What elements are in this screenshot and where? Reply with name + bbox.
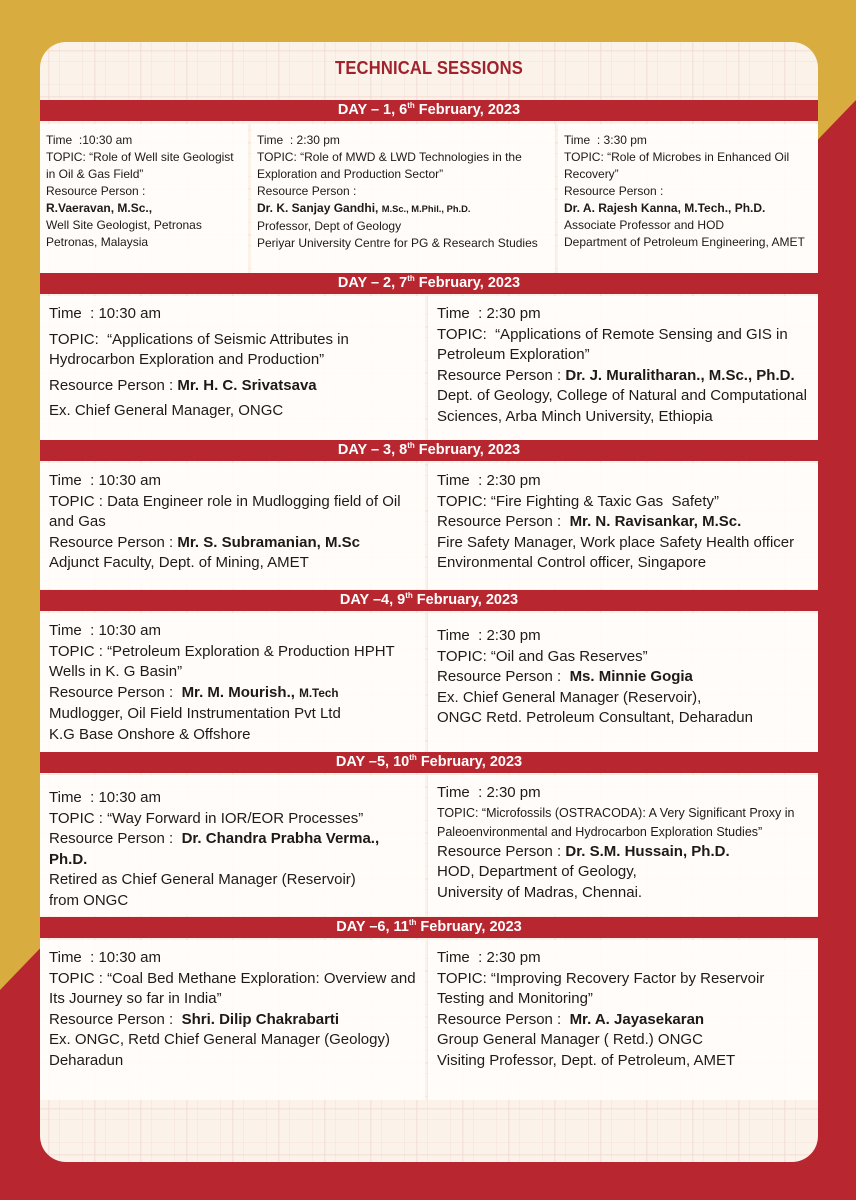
day-label-date: February, 2023 — [416, 754, 523, 770]
day-2-header — [40, 273, 818, 294]
session-detail: Periyar University Centre for PG & Research Studies — [257, 236, 538, 250]
resource-person-label: Resource Person : — [49, 830, 182, 847]
session-detail: Well Site Geologist, Petronas — [46, 218, 202, 232]
resource-person-label: Resource Person : — [49, 376, 178, 394]
session-detail: University of Madras, Chennai. — [437, 883, 643, 901]
session-detail: Ex. Chief General Manager, ONGC — [49, 402, 284, 419]
session-detail: Professor, Dept of Geology — [257, 219, 402, 233]
resource-person-name: Dr. A. Rajesh Kanna, M.Tech., Ph.D. — [564, 201, 766, 215]
session-time: Time : 2:30 pm — [437, 472, 541, 489]
resource-person-name: Dr. J. Muralitharan., M.Sc., Ph.D. — [565, 366, 795, 384]
day-label-suffix: th — [407, 441, 415, 451]
session-topic: TOPIC: “Role of MWD & LWD Technologies in the Exploration and Production Sector” — [257, 150, 526, 181]
session-cell — [40, 296, 425, 440]
sessions-card — [40, 42, 818, 1162]
session-time: Time :10:30 am — [46, 133, 133, 147]
resource-person-label: Resource Person : — [437, 1010, 570, 1028]
day-label-date: February, 2023 — [414, 275, 521, 291]
resource-person-label: Resource Person : — [437, 842, 566, 860]
session-cell — [40, 775, 425, 916]
session-topic: TOPIC : “Petroleum Exploration & Production HPHT Wells in K. G Basin” — [49, 642, 399, 680]
session-time: Time : 2:30 pm — [257, 133, 340, 147]
day-label: DAY – 3, 8 — [337, 442, 408, 458]
session-cell — [40, 463, 425, 589]
day-label-date: February, 2023 — [416, 919, 522, 935]
resource-person-name: Mr. N. Ravisankar, M.Sc. — [569, 513, 742, 530]
session-detail: K.G Base Onshore & Offshore — [49, 725, 251, 743]
day-label-suffix: th — [407, 274, 415, 284]
session-detail: from ONGC — [49, 891, 129, 909]
day-label: DAY – 1, 6 — [337, 102, 408, 118]
session-topic: TOPIC: “Applications of Remote Sensing and GIS in Petroleum Exploration” — [437, 325, 792, 363]
day-3-header — [40, 440, 818, 461]
resource-person-label: Resource Person : — [437, 366, 566, 384]
day-4-sessions — [40, 613, 818, 752]
session-cell — [428, 463, 818, 589]
session-topic: TOPIC : “Way Forward in IOR/EOR Processes” — [49, 809, 364, 827]
day-2-sessions — [40, 296, 818, 440]
resource-person-name: Dr. Chandra Prabha Verma., Ph.D. — [49, 830, 384, 868]
day-label-date: February, 2023 — [414, 442, 521, 458]
session-topic: TOPIC: “Microfossils (OSTRACODA): A Very Significant Proxy in Paleoenvironmental and Hydrocarbon Exploration Studies” — [437, 805, 798, 839]
resource-person-label: Resource Person : — [49, 683, 182, 701]
day-label: DAY –4, 9 — [339, 592, 406, 608]
resource-person-label: Resource Person : — [564, 184, 664, 198]
day-label-date: February, 2023 — [412, 592, 519, 608]
day-6-header — [40, 917, 818, 938]
resource-person-name: Ms. Minnie Gogia — [569, 668, 693, 685]
session-time: Time : 10:30 am — [49, 789, 161, 806]
session-cell — [428, 613, 818, 752]
resource-person-label: Resource Person : — [437, 513, 570, 530]
resource-person-name: Mr. S. Subramanian, M.Sc — [177, 533, 360, 551]
session-detail: Retired as Chief General Manager (Reservoir) — [49, 871, 356, 888]
day-4-header — [40, 590, 818, 611]
session-time: Time : 10:30 am — [49, 622, 161, 639]
resource-person-name: R.Vaeravan, M.Sc., — [46, 201, 153, 215]
resource-person-name: Mr. H. C. Srivatsava — [177, 376, 317, 394]
day-label-date: February, 2023 — [414, 102, 521, 118]
resource-person-name: Dr. S.M. Hussain, Ph.D. — [565, 842, 730, 860]
resource-person-name: Shri. Dilip Chakrabarti — [181, 1010, 340, 1028]
session-cell — [428, 940, 818, 1100]
session-cell — [428, 296, 818, 440]
day-label: DAY –6, 11 — [336, 919, 409, 935]
session-detail: Associate Professor and HOD — [564, 218, 725, 232]
resource-person-name: Mr. M. Mourish., — [181, 683, 300, 701]
session-detail: Adjunct Faculty, Dept. of Mining, AMET — [49, 554, 309, 571]
session-cell — [251, 124, 555, 273]
day-label-suffix: th — [407, 101, 415, 111]
day-label: DAY – 2, 7 — [337, 275, 408, 291]
session-time: Time : 2:30 pm — [437, 305, 541, 322]
session-cell — [428, 775, 818, 916]
session-detail: Department of Petroleum Engineering, AMET — [564, 235, 805, 249]
resource-person-label: Resource Person : — [257, 184, 357, 198]
day-label-suffix: th — [408, 918, 417, 928]
session-detail: Ex. ONGC, Retd Chief General Manager (Geology) — [49, 1031, 390, 1048]
resource-person-name: Dr. K. Sanjay Gandhi, — [257, 201, 382, 215]
session-topic: TOPIC : “Coal Bed Methane Exploration: Overview and Its Journey so far in India” — [49, 969, 420, 1007]
resource-person-name: Mr. A. Jayasekaran — [569, 1010, 705, 1028]
session-time: Time : 2:30 pm — [437, 784, 541, 801]
session-topic: TOPIC: “Oil and Gas Reserves” — [437, 647, 648, 665]
day-5-sessions — [40, 775, 818, 916]
day-1-header — [40, 100, 818, 121]
session-topic: TOPIC : Data Engineer role in Mudlogging field of Oil and Gas — [49, 492, 405, 530]
session-time: Time : 2:30 pm — [437, 949, 541, 966]
session-detail: ONGC Retd. Petroleum Consultant, Deharadun — [437, 709, 753, 726]
session-time: Time : 3:30 pm — [564, 133, 647, 147]
session-detail: Visiting Professor, Dept. of Petroleum, AMET — [437, 1051, 736, 1069]
day-1-sessions — [40, 124, 818, 273]
session-topic: TOPIC: “Role of Well site Geologist in Oil & Gas Field” — [46, 150, 237, 181]
session-cell — [558, 124, 818, 273]
session-time: Time : 10:30 am — [49, 472, 161, 489]
session-time: Time : 10:30 am — [49, 949, 161, 966]
session-detail: Environmental Control officer, Singapore — [437, 554, 707, 571]
session-detail: Dept. of Geology, College of Natural and Computational Sciences, Arba Minch University, Ethiopia — [437, 387, 812, 425]
session-detail: Group General Manager ( Retd.) ONGC — [437, 1031, 703, 1048]
session-detail: HOD, Department of Geology, — [437, 863, 637, 880]
session-time: Time : 10:30 am — [49, 305, 161, 322]
session-topic: TOPIC: “Applications of Seismic Attributes in Hydrocarbon Exploration and Production” — [49, 330, 354, 368]
day-label-suffix: th — [405, 591, 413, 601]
session-detail: Mudlogger, Oil Field Instrumentation Pvt Ltd — [49, 705, 341, 722]
day-6-sessions — [40, 940, 818, 1100]
session-time: Time : 2:30 pm — [437, 627, 541, 644]
session-detail: Petronas, Malaysia — [46, 235, 149, 249]
day-5-header — [40, 752, 818, 773]
page-title: TECHNICAL SESSIONS — [335, 58, 523, 78]
resource-person-label: Resource Person : — [49, 1010, 182, 1028]
session-topic: TOPIC: “Improving Recovery Factor by Reservoir Testing and Monitoring” — [437, 969, 769, 1007]
resource-person-degree: M.Sc., M.Phil., Ph.D. — [381, 204, 471, 214]
day-3-sessions — [40, 463, 818, 589]
resource-person-label: Resource Person : — [46, 184, 146, 198]
session-detail: Fire Safety Manager, Work place Safety Health officer — [437, 533, 795, 551]
session-detail: Deharadun — [49, 1051, 124, 1069]
session-topic: TOPIC: “Role of Microbes in Enhanced Oil Recovery” — [564, 150, 793, 181]
session-cell — [40, 940, 425, 1100]
day-label: DAY –5, 10 — [335, 754, 410, 770]
resource-person-label: Resource Person : — [49, 533, 178, 551]
session-cell — [40, 124, 248, 273]
session-detail: Ex. Chief General Manager (Reservoir), — [437, 688, 702, 706]
day-label-suffix: th — [409, 753, 417, 763]
resource-person-degree: M.Tech — [299, 686, 339, 700]
session-cell — [40, 613, 425, 752]
session-topic: TOPIC: “Fire Fighting & Taxic Gas Safety” — [437, 492, 720, 510]
resource-person-label: Resource Person : — [437, 668, 570, 685]
card-footer-pattern — [40, 1104, 818, 1162]
